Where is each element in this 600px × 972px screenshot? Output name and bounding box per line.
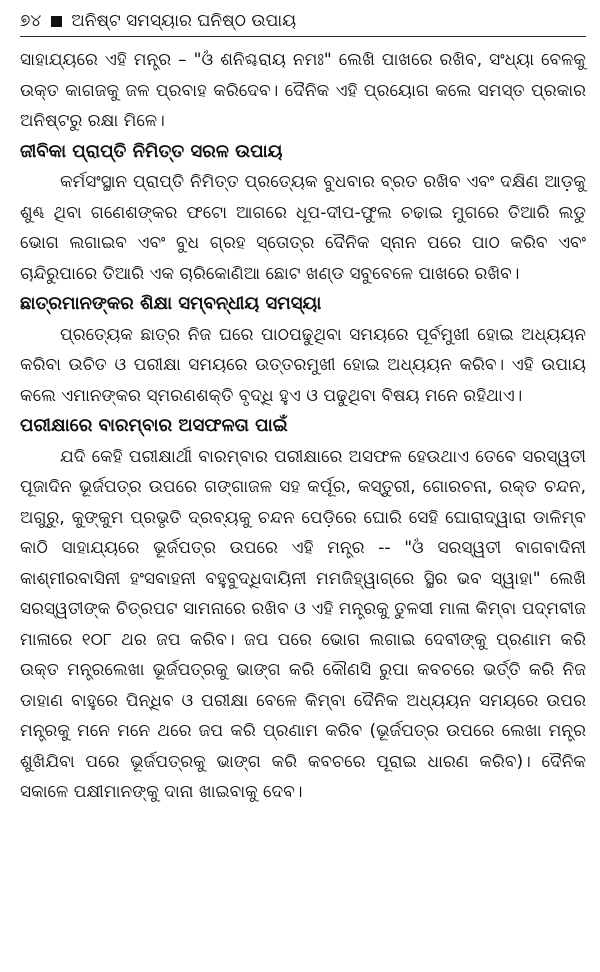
page-number: ୭୪ (20, 11, 42, 31)
section-heading-exam-failure: ପରୀକ୍ଷାରେ ବାରମ୍ବାର ଅସଫଳତା ପାଇଁ (20, 415, 288, 436)
section-heading-student-education: ଛାତ୍ରମାନଙ୍କର ଶିକ୍ଷା ସମ୍ବନ୍ଧୀୟ ସମସ୍ୟା (20, 293, 322, 314)
black-square-icon (51, 16, 62, 27)
running-header (20, 6, 586, 37)
running-title: ଅନିଷ୍ଟ ସମସ୍ୟାର ଘନିଷ୍ଠ ଉପାୟ (71, 11, 297, 31)
paragraph-student-education: ପ୍ରତ୍ୟେକ ଛାତ୍ର ନିଜ ଘରେ ପାଠପଢୁଥିବା ସମୟରେ ପୂର୍ବମୁଖୀ ହୋଇ ଅଧ୍ୟୟନ କରିବା ଉଚିତ ଓ ପରୀକ୍ଷା ସମୟରେ ଉତ୍ତରମୁଖୀ ହୋଇ ଅଧ୍ୟୟନ କରିବ। ଏହି ଉପାୟ କଲେ ଏମାନଙ୍କର ସ୍ମରଣଶକ୍ତି ବୃଦ୍ଧି ହୁଏ ଓ ପଢୁଥିବା ବିଷୟ ମନେ ରହିଥାଏ। (20, 324, 586, 406)
paragraph-livelihood: କର୍ମସଂସ୍ଥାନ ପ୍ରାପ୍ତି ନିମିତ୍ତ ପ୍ରତ୍ୟେକ ବୁଧବାର ବ୍ରତ ରଖିବ ଏବଂ ଦକ୍ଷିଣ ଆଡ଼କୁ ଶୁଣ୍ଢ ଥିବା ଗଣେଶଙ୍କର ଫଟୋ ଆଗରେ ଧୂପ-ଦୀପ-ଫୁଲ ଚଢାଇ ମୁଗରେ ତିଆରି ଲଡୁ ଭୋଗ ଲଗାଇବ ଏବଂ ବୁଧ ଗ୍ରହ ସ୍ତୋତ୍ର ଦୈନିକ ସ୍ନାନ ପରେ ପାଠ କରିବ ଏବଂ ଚାନ୍ଦିରୁପାରେ ତିଆରି ଏକ ଚାରିକୋଣିଆ ଛୋଟ ଖଣ୍ଡ ସବୁବେଳେ ପାଖରେ ରଖିବ। (20, 172, 586, 284)
paragraph-continued: ସାହାଯ୍ୟରେ ଏହି ମନ୍ତ୍ର – "ଓଁ ଶନିଶ୍ଚରାୟ ନମଃ" ଲେଖି ପାଖରେ ରଖିବ, ସଂଧ୍ୟା ବେଳକୁ ଉକ୍ତ କାଗଜକୁ ଜଳ ପ୍ରବାହ କରିଦେବ। ଦୈନିକ ଏହି ପ୍ରୟୋଗ କଲେ ସମସ୍ତ ପ୍ରକାର ଅନିଷ୍ଟରୁ ରକ୍ଷା ମିଳେ। (20, 50, 586, 131)
section-heading-livelihood: ଜୀବିକା ପ୍ରାପ୍ତି ନିମିତ୍ତ ସରଳ ଉପାୟ (20, 140, 283, 162)
paragraph-exam-failure: ଯଦି କେହି ପରୀକ୍ଷାର୍ଥୀ ବାରମ୍ବାର ପରୀକ୍ଷାରେ ଅସଫଳ ହେଉଥାଏ ତେବେ ସରସ୍ୱତୀ ପୂଜାଦିନ ଭୂର୍ଜପତ୍ର ଉପରେ ଗଙ୍ଗାଜଳ ସହ କର୍ପୂର, କସ୍ତୁରୀ, ଗୋରଚନା, ରକ୍ତ ଚନ୍ଦନ, ଅଗୁରୁ, କୁଙ୍କୁମ ପ୍ରଭୃତି ଦ୍ରବ୍ୟକୁ ଚନ୍ଦନ ପେଡ଼ିରେ ଘୋରି ସେହି ଘୋରାଦ୍ୱାରା ଡାଳିମ୍ବ କାଠି ସାହାଯ୍ୟରେ ଭୂର୍ଜପତ୍ର ଉପରେ ଏହି ମନ୍ତ୍ର -- "ଓଁ ସରସ୍ୱତୀ ବାଗବାଦିନୀ କାଶ୍ମୀରବାସିନୀ ହଂସବାହନୀ ବହୁବୁଦ୍ଧିଦାୟିନୀ ମମଜିହ୍ୱାଗ୍ରେ ସ୍ଥିର ଭବ ସ୍ୱାହା" ଲେଖି ସରସ୍ୱତୀଙ୍କ ଚିତ୍ରପଟ ସାମନାରେ ରଖିବ ଓ ଏହି ମନ୍ତ୍ରକୁ ତୁଳସୀ ମାଳା କିମ୍ବା ପଦ୍ମବୀଜ ମାଳାରେ ୧୦୮ ଥର ଜପ କରିବ। ଜପ ପରେ ଭୋଗ ଲଗାଇ ଦେବୀଙ୍କୁ ପ୍ରଣାମ କରି ଉକ୍ତ ମନ୍ତ୍ରଲେଖା ଭୂର୍ଜପତ୍ରକୁ ଭାଙ୍ଗ କରି କୌଣସି ରୁପା କବଚରେ ଭର୍ତ୍ତି କରି ନିଜ ଡାହାଣ ବାହୁରେ ପିନ୍ଧିବ ଓ ପରୀକ୍ଷା ବେଳେ କିମ୍ବା ଦୈନିକ ଅଧ୍ୟୟନ ସମୟରେ ଉପର ମନ୍ତ୍ରକୁ ମନେ ମନେ ଥରେ ଜପ କରି ପ୍ରଣାମ କରିବ (ଭୂର୍ଜପତ୍ର ଉପରେ ଲେଖା ମନ୍ତ୍ର ଶୁଖିଯିବା ପରେ ଭୂର୍ଜପତ୍ରକୁ ଭାଙ୍ଗ କରି କବଚରେ ପୂରାଇ ଧାରଣ କରିବ)। ଦୈନିକ ସକାଳେ ପକ୍ଷୀମାନଙ୍କୁ ଦାନା ଖାଇବାକୁ ଦେବ। (20, 446, 586, 802)
